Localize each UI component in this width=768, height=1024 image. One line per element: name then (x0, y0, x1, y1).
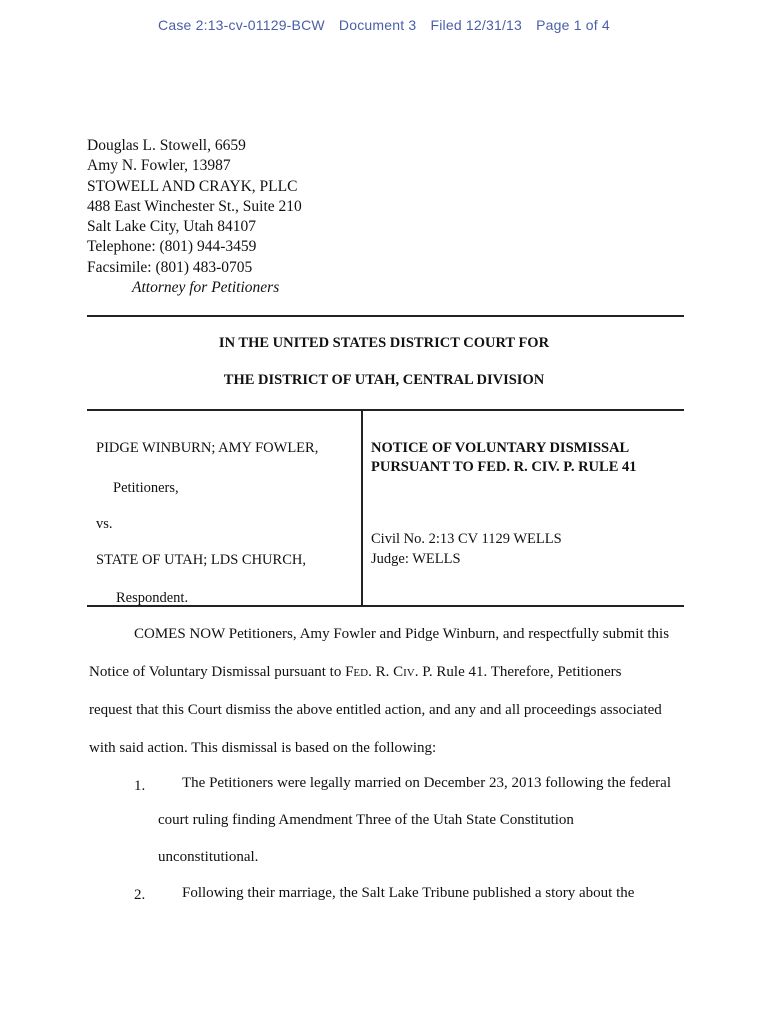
petitioners-label: Petitioners, (113, 480, 179, 496)
facsimile-line: Facsimile: (801) 483-0705 (87, 258, 253, 276)
attorney-role: Attorney for Petitioners (132, 279, 280, 297)
rule-citation: Fed. R. Civ. P. (345, 664, 433, 680)
attorney-line: Douglas L. Stowell, 6659 (87, 137, 246, 154)
respondent-label: Respondent. (116, 590, 189, 606)
item2-line1: Following their marriage, the Salt Lake Tribune published a story about the (182, 885, 635, 901)
filed-date: Filed 12/31/13 (430, 17, 523, 33)
court-heading-line1: IN THE UNITED STATES DISTRICT COURT FOR (218, 335, 550, 351)
versus-label: vs. (96, 516, 113, 532)
case-number: Case 2:13-cv-01129-BCW (158, 17, 325, 33)
address-line: 488 East Winchester St., Suite 210 (87, 197, 302, 215)
attorney-line: Amy N. Fowler, 13987 (87, 157, 231, 175)
item2-number: 2. (134, 887, 146, 903)
attorney-block (87, 136, 302, 298)
city-line: Salt Lake City, Utah 84107 (87, 218, 257, 236)
respondents-names: STATE OF UTAH; LDS CHURCH, (96, 552, 306, 568)
paragraph1-line2 (89, 664, 689, 681)
paragraph1-line2-text-a: Notice of Voluntary Dismissal pursuant to (89, 664, 346, 680)
item1-line1: The Petitioners were legally married on December 23, 2013 following the federal (182, 775, 671, 791)
petitioners-names: PIDGE WINBURN; AMY FOWLER, (96, 440, 319, 456)
document-title-line1: NOTICE OF VOLUNTARY DISMISSAL (371, 440, 630, 456)
paragraph1-line1: COMES NOW Petitioners, Amy Fowler and Pidge Winburn, and respectfully submit this (134, 626, 670, 642)
case-header-stamp (0, 17, 768, 33)
document-title-line2: PURSUANT TO FED. R. CIV. P. RULE 41 (371, 459, 637, 475)
item1-number: 1. (134, 778, 146, 794)
firm-name: STOWELL AND CRAYK, PLLC (87, 177, 298, 195)
telephone-line: Telephone: (801) 944-3459 (87, 238, 257, 256)
top-divider (87, 315, 684, 317)
caption-vertical-divider (361, 409, 363, 606)
judge-name: Judge: WELLS (371, 551, 461, 567)
page-indicator: Page 1 of 4 (536, 17, 610, 33)
paragraph1-line2-text-b: Rule 41. Therefore, Petitioners (432, 664, 622, 680)
paragraph1-line3: request that this Court dismiss the above entitled action, and any and all proceedings associated (89, 702, 662, 718)
document-number: Document 3 (338, 17, 417, 33)
paragraph1-line4: with said action. This dismissal is based on the following: (89, 740, 437, 756)
caption-top-divider (87, 409, 684, 411)
item1-line2: court ruling finding Amendment Three of the Utah State Constitution (158, 812, 574, 828)
court-heading-line2: THE DISTRICT OF UTAH, CENTRAL DIVISION (223, 372, 545, 388)
civil-number: Civil No. 2:13 CV 1129 WELLS (371, 531, 562, 547)
item1-line3: unconstitutional. (158, 849, 259, 865)
